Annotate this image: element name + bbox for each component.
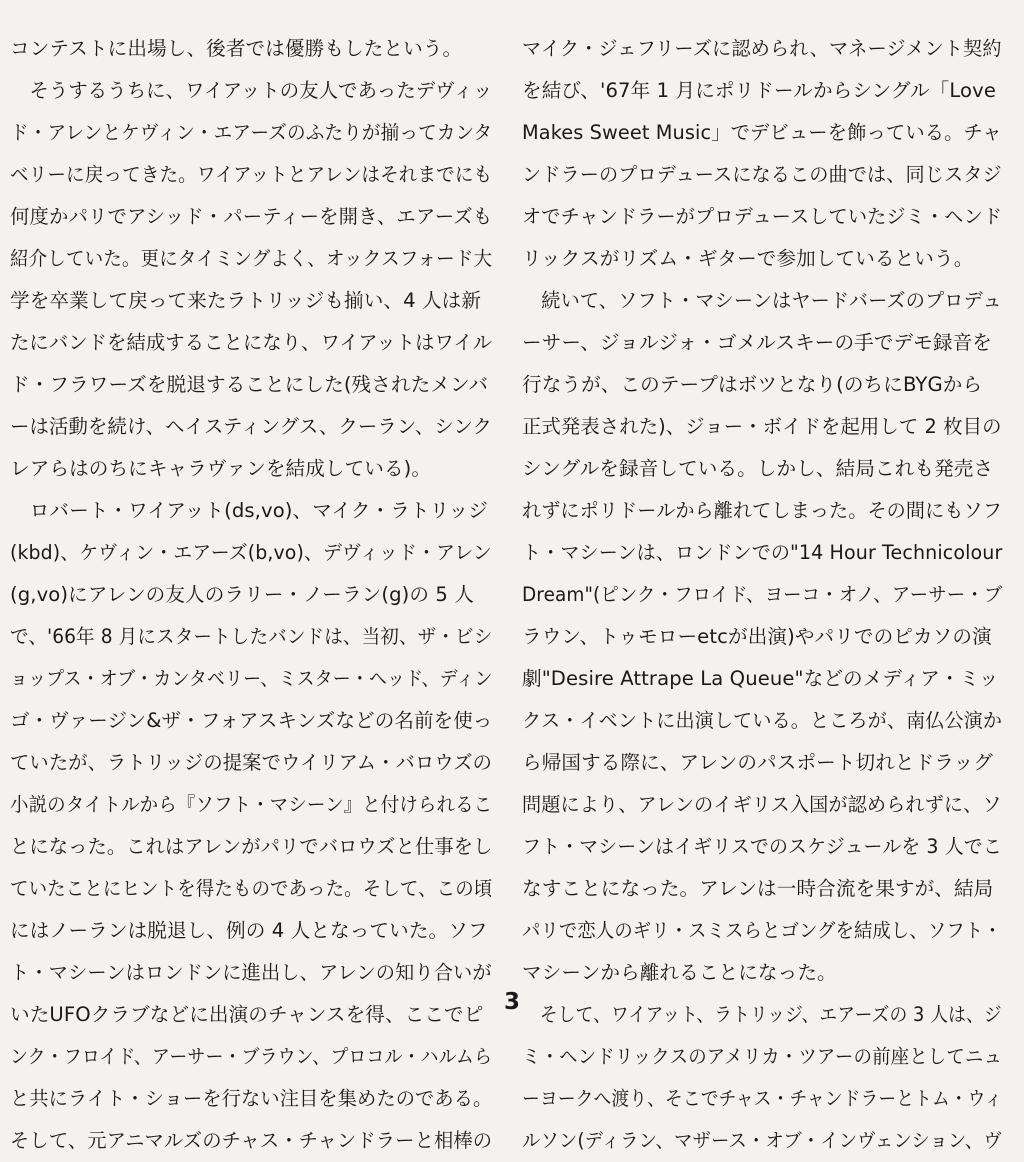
- text-line: ーサー、ジョルジォ・ゴメルスキーの手でデモ録音を: [522, 331, 993, 354]
- text-line: レアらはのちにキャラヴァンを結成している)。: [10, 457, 432, 480]
- text-line: 正式発表された)、ジョー・ボイドを起用して 2 枚目の: [522, 415, 1002, 438]
- text-line: ロバート・ワイアット(ds,vo)、マイク・ラトリッジ: [10, 499, 488, 522]
- text-line: 学を卒業して戻って来たラトリッジも揃い、4 人は新: [10, 289, 482, 312]
- text-line: で、'66年 8 月にスタートしたバンドは、当初、ザ・ビシ: [10, 625, 493, 648]
- text-line: 紹介していた。更にタイミングよく、オックスフォード大: [10, 247, 493, 270]
- text-line: ベリーに戻ってきた。ワイアットとアレンはそれまでにも: [10, 163, 493, 186]
- text-line: ていたことにヒントを得たものであった。そして、この頃: [10, 877, 493, 900]
- text-line: 何度かパリでアシッド・パーティーを開き、エアーズも: [10, 205, 493, 228]
- text-line: フト・マシーンはイギリスでのスケジュールを 3 人でこ: [522, 835, 1002, 858]
- text-line: ト・マシーンは、ロンドンでの"14 Hour Technicolour: [522, 541, 1003, 564]
- text-line: マシーンから離れることになった。: [522, 961, 837, 984]
- text-line: (kbd)、ケヴィン・エアーズ(b,vo)、デヴィッド・アレン: [10, 541, 492, 564]
- text-line: ゴ・ヴァージン&ザ・フォアスキンズなどの名前を使っ: [10, 709, 493, 732]
- text-line: シングルを録音している。しかし、結局これも発売さ: [522, 457, 994, 480]
- text-line: とになった。これはアレンがパリでバロウズと仕事をし: [10, 835, 493, 858]
- text-line: なすことになった。アレンは一時合流を果すが、結局: [522, 877, 994, 900]
- text-line: 行なうが、このテープはボツとなり(のちにBYGから: [522, 373, 983, 396]
- text-line: いたUFOクラブなどに出演のチャンスを得、ここでピ: [10, 1003, 484, 1026]
- text-line: ていたが、ラトリッジの提案でウイリアム・バロウズの: [10, 751, 493, 774]
- text-line: 劇"Desire Attrape La Queue"などのメディア・ミッ: [522, 667, 999, 690]
- text-line: ら帰国する際に、アレンのパスポート切れとドラッグ: [522, 751, 993, 774]
- text-line: と共にライト・ショーを行ない注目を集めたのである。: [10, 1087, 493, 1110]
- text-line: Dream"(ピンク・フロイド、ヨーコ・オノ、アーサー・ブ: [522, 583, 1003, 606]
- text-line: コンテストに出場し、後者では優勝もしたという。: [10, 37, 463, 60]
- text-line: ラウン、トゥモローetcが出演)やパリでのピカソの演: [522, 625, 992, 648]
- text-line: パリで恋人のギリ・スミスらとゴングを結成し、ソフト・: [522, 919, 1002, 942]
- text-line: 続いて、ソフト・マシーンはヤードバーズのプロデュ: [522, 289, 1002, 312]
- text-line: にはノーランは脱退し、例の 4 人となっていた。ソフ: [10, 919, 488, 942]
- text-line: ルソン(ディラン、マザース・オブ・インヴェンション、ヴ: [522, 1129, 1002, 1152]
- text-line: クス・イベントに出演している。ところが、南仏公演か: [522, 709, 1003, 732]
- text-line: マイク・ジェフリーズに認められ、マネージメント契約: [522, 37, 1002, 60]
- text-line: 小説のタイトルから『ソフト・マシーン』と付けられるこ: [10, 793, 493, 816]
- text-line: れずにポリドールから離れてしまった。その間にもソフ: [522, 499, 1002, 522]
- text-line: そして、元アニマルズのチャス・チャンドラーと相棒の: [10, 1129, 493, 1152]
- text-line: (g,vo)にアレンの友人のラリー・ノーラン(g)の 5 人: [10, 583, 475, 606]
- text-line: Makes Sweet Music」でデビューを飾っている。チャ: [522, 121, 1002, 144]
- text-line: ーヨークへ渡り、そこでチャス・チャンドラーとトム・ウィ: [522, 1087, 1003, 1110]
- text-line: たにバンドを結成することになり、ワイアットはワイル: [10, 331, 493, 354]
- text-line: そうするうちに、ワイアットの友人であったデヴィッ: [10, 79, 493, 102]
- text-line: ト・マシーンはロンドンに進出し、アレンの知り合いが: [10, 961, 492, 984]
- text-line: そして、ワイアット、ラトリッジ、エアーズの 3 人は、ジ: [522, 1003, 1002, 1026]
- text-line: ド・アレンとケヴィン・エアーズのふたりが揃ってカンタ: [10, 121, 493, 144]
- text-line: ミ・ヘンドリックスのアメリカ・ツアーの前座としてニュ: [522, 1045, 1003, 1068]
- text-line: リックスがリズム・ギターで参加しているという。: [522, 247, 974, 270]
- text-line: ーは活動を続け、ヘイスティングス、クーラン、シンク: [10, 415, 492, 438]
- text-line: オでチャンドラーがプロデュースしていたジミ・ヘンド: [522, 205, 1003, 228]
- text-line: ンドラーのプロデュースになるこの曲では、同じスタジ: [522, 163, 1002, 186]
- page-number: 3: [503, 989, 520, 1015]
- text-line: ンク・フロイド、アーサー・ブラウン、プロコル・ハルムら: [10, 1045, 493, 1068]
- text-line: ド・フラワーズを脱退することにした(残されたメンバ: [10, 373, 489, 396]
- text-line: 問題により、アレンのイギリス入国が認められずに、ソ: [522, 793, 1002, 816]
- text-line: ョップス・オブ・カンタベリー、ミスター・ヘッド、ディン: [10, 667, 493, 690]
- text-line: を結び、'67年 1 月にポリドールからシングル「Love: [522, 79, 996, 102]
